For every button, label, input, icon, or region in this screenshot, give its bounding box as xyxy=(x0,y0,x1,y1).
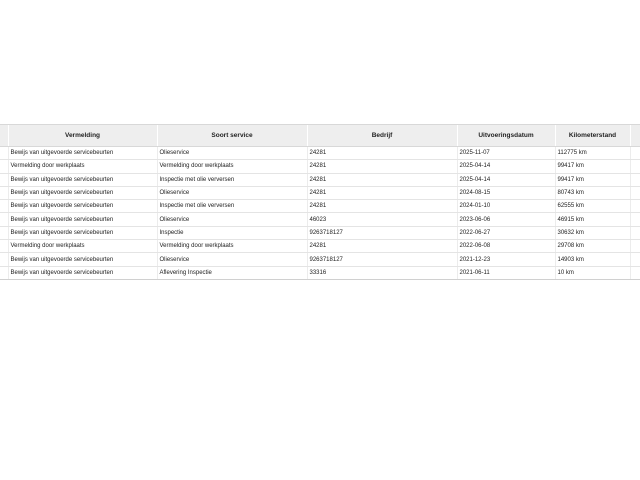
row-spacer-right xyxy=(630,266,640,279)
cell-bedrijf: 24281 xyxy=(307,186,457,199)
header-uitvoeringsdatum[interactable]: Uitvoeringsdatum xyxy=(457,125,555,147)
cell-vermelding: Bewijs van uitgevoerde servicebeurten xyxy=(8,226,157,239)
service-history-table xyxy=(0,124,640,280)
row-spacer-left xyxy=(0,253,8,266)
header-spacer-right xyxy=(630,125,640,147)
cell-soort-service: Inspectie met olie verversen xyxy=(157,200,307,213)
table-row[interactable] xyxy=(0,226,640,239)
row-spacer-right xyxy=(630,147,640,160)
header-soort-service[interactable]: Soort service xyxy=(157,125,307,147)
cell-uitvoeringsdatum: 2024-08-15 xyxy=(457,186,555,199)
service-history-table-container xyxy=(0,124,640,280)
cell-kilometerstand: 99417 km xyxy=(555,173,630,186)
cell-soort-service: Aflevering Inspectie xyxy=(157,266,307,279)
cell-bedrijf: 9263718127 xyxy=(307,253,457,266)
cell-vermelding: Bewijs van uitgevoerde servicebeurten xyxy=(8,266,157,279)
table-row[interactable] xyxy=(0,253,640,266)
cell-soort-service: Olieservice xyxy=(157,253,307,266)
cell-kilometerstand: 99417 km xyxy=(555,160,630,173)
cell-vermelding: Bewijs van uitgevoerde servicebeurten xyxy=(8,200,157,213)
cell-vermelding: Bewijs van uitgevoerde servicebeurten xyxy=(8,213,157,226)
cell-kilometerstand: 46915 km xyxy=(555,213,630,226)
cell-kilometerstand: 62555 km xyxy=(555,200,630,213)
cell-soort-service: Olieservice xyxy=(157,213,307,226)
row-spacer-right xyxy=(630,200,640,213)
header-spacer-left xyxy=(0,125,8,147)
cell-kilometerstand: 29708 km xyxy=(555,240,630,253)
cell-uitvoeringsdatum: 2021-12-23 xyxy=(457,253,555,266)
cell-kilometerstand: 80743 km xyxy=(555,186,630,199)
row-spacer-left xyxy=(0,240,8,253)
row-spacer-right xyxy=(630,186,640,199)
table-header xyxy=(0,125,640,147)
cell-vermelding: Bewijs van uitgevoerde servicebeurten xyxy=(8,173,157,186)
cell-uitvoeringsdatum: 2024-01-10 xyxy=(457,200,555,213)
cell-uitvoeringsdatum: 2023-06-06 xyxy=(457,213,555,226)
cell-bedrijf: 24281 xyxy=(307,147,457,160)
row-spacer-right xyxy=(630,160,640,173)
header-bedrijf[interactable]: Bedrijf xyxy=(307,125,457,147)
row-spacer-right xyxy=(630,253,640,266)
row-spacer-left xyxy=(0,186,8,199)
cell-bedrijf: 24281 xyxy=(307,200,457,213)
cell-vermelding: Vermelding door werkplaats xyxy=(8,160,157,173)
header-kilometerstand[interactable]: Kilometerstand xyxy=(555,125,630,147)
cell-uitvoeringsdatum: 2025-04-14 xyxy=(457,173,555,186)
table-row[interactable] xyxy=(0,173,640,186)
cell-kilometerstand: 14903 km xyxy=(555,253,630,266)
cell-kilometerstand: 30632 km xyxy=(555,226,630,239)
row-spacer-right xyxy=(630,226,640,239)
cell-uitvoeringsdatum: 2021-06-11 xyxy=(457,266,555,279)
cell-soort-service: Vermelding door werkplaats xyxy=(157,160,307,173)
header-row xyxy=(0,125,640,147)
row-spacer-left xyxy=(0,160,8,173)
cell-uitvoeringsdatum: 2022-06-27 xyxy=(457,226,555,239)
cell-uitvoeringsdatum: 2025-04-14 xyxy=(457,160,555,173)
cell-soort-service: Olieservice xyxy=(157,147,307,160)
cell-soort-service: Vermelding door werkplaats xyxy=(157,240,307,253)
row-spacer-left xyxy=(0,226,8,239)
cell-soort-service: Inspectie met olie verversen xyxy=(157,173,307,186)
row-spacer-right xyxy=(630,240,640,253)
cell-kilometerstand: 10 km xyxy=(555,266,630,279)
row-spacer-left xyxy=(0,266,8,279)
row-spacer-right xyxy=(630,173,640,186)
cell-vermelding: Bewijs van uitgevoerde servicebeurten xyxy=(8,253,157,266)
table-body xyxy=(0,147,640,280)
cell-soort-service: Inspectie xyxy=(157,226,307,239)
row-spacer-right xyxy=(630,213,640,226)
row-spacer-left xyxy=(0,200,8,213)
cell-vermelding: Bewijs van uitgevoerde servicebeurten xyxy=(8,147,157,160)
header-vermelding[interactable]: Vermelding xyxy=(8,125,157,147)
table-row[interactable] xyxy=(0,160,640,173)
cell-vermelding: Bewijs van uitgevoerde servicebeurten xyxy=(8,186,157,199)
table-row[interactable] xyxy=(0,147,640,160)
cell-bedrijf: 9263718127 xyxy=(307,226,457,239)
table-row[interactable] xyxy=(0,266,640,279)
cell-bedrijf: 46023 xyxy=(307,213,457,226)
row-spacer-left xyxy=(0,147,8,160)
cell-uitvoeringsdatum: 2025-11-07 xyxy=(457,147,555,160)
cell-bedrijf: 24281 xyxy=(307,240,457,253)
cell-vermelding: Vermelding door werkplaats xyxy=(8,240,157,253)
cell-bedrijf: 24281 xyxy=(307,173,457,186)
cell-bedrijf: 24281 xyxy=(307,160,457,173)
row-spacer-left xyxy=(0,173,8,186)
table-row[interactable] xyxy=(0,213,640,226)
cell-soort-service: Olieservice xyxy=(157,186,307,199)
cell-kilometerstand: 112775 km xyxy=(555,147,630,160)
row-spacer-left xyxy=(0,213,8,226)
cell-uitvoeringsdatum: 2022-06-08 xyxy=(457,240,555,253)
table-row[interactable] xyxy=(0,240,640,253)
cell-bedrijf: 33316 xyxy=(307,266,457,279)
table-row[interactable] xyxy=(0,186,640,199)
table-row[interactable] xyxy=(0,200,640,213)
